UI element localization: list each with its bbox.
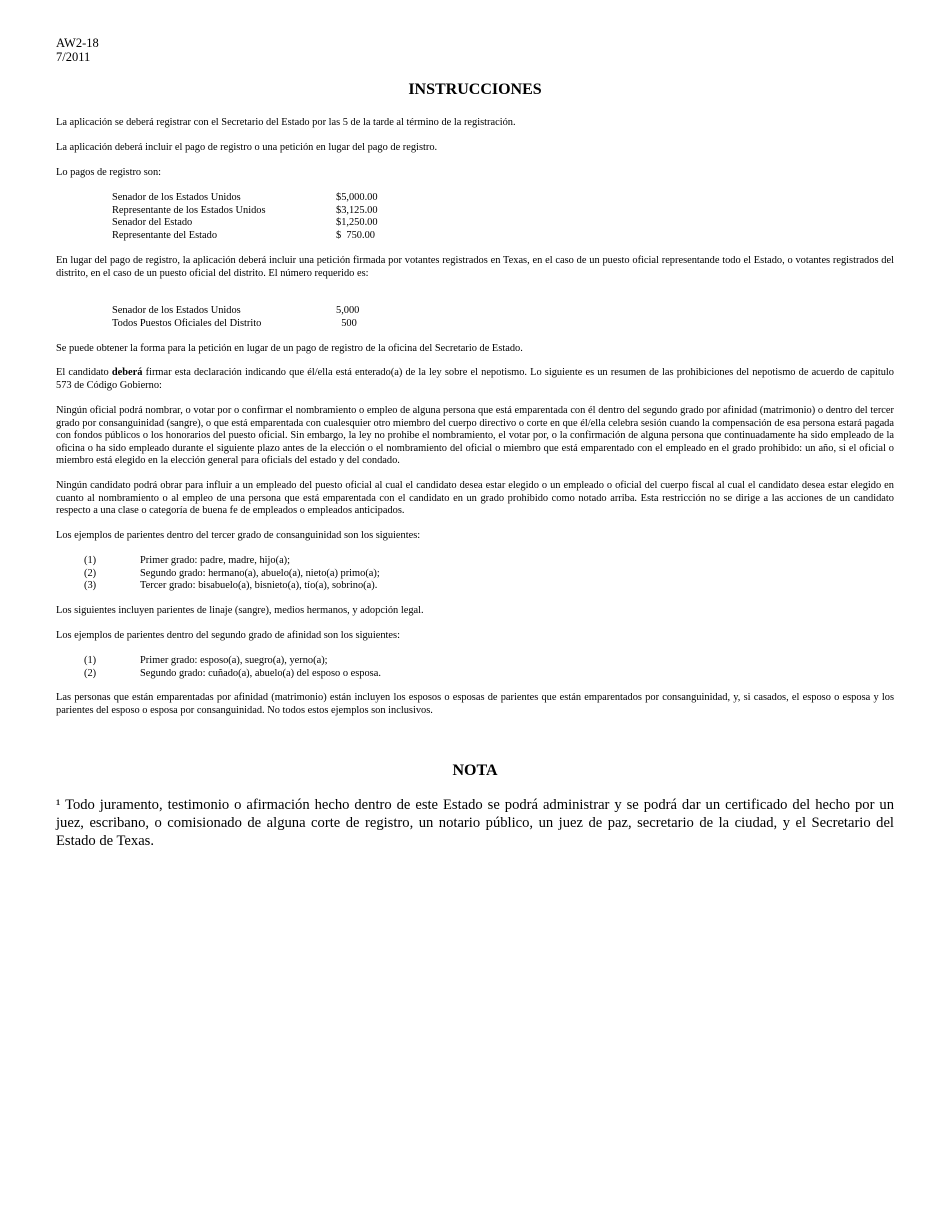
nepotism-emphasis: deberá xyxy=(111,367,143,378)
signature-count: 500 xyxy=(336,317,357,329)
fee-office: Senador de los Estados Unidos xyxy=(112,192,241,203)
nota-heading: NOTA xyxy=(452,762,498,779)
list-item xyxy=(84,655,381,668)
fee-row xyxy=(112,217,378,230)
signature-requirement-table xyxy=(112,305,359,330)
list-item xyxy=(84,668,381,681)
signature-row xyxy=(112,318,359,331)
fee-amount: $ 750.00 xyxy=(336,229,375,241)
signature-count: 5,000 xyxy=(336,305,360,316)
signature-row xyxy=(112,305,359,318)
list-item-number: (2) xyxy=(84,667,97,679)
nepotism-text-start: El candidato xyxy=(56,367,112,378)
fee-amount: $5,000.00 xyxy=(336,192,378,203)
form-identifier xyxy=(56,37,99,64)
form-number: AW2-18 xyxy=(56,36,99,50)
nepotism-text-end: firmar esta declaración indicando que él/ella está enterado(a) de la ley sobre el nepotismo. Lo siguiente es un resumen de las prohibiciones del nepotismo de acuerdo de capitulo 573 de Código Gobierno: xyxy=(56,367,894,391)
fee-amount: $3,125.00 xyxy=(336,204,378,216)
fees-intro-paragraph: Lo pagos de registro son: xyxy=(56,167,162,178)
list-item-number: (1) xyxy=(84,655,97,666)
fee-row xyxy=(112,192,378,205)
signature-office: Senador de los Estados Unidos xyxy=(112,305,241,316)
affinity-note-paragraph: Las personas que están emparentadas por afinidad (matrimonio) están incluyen los esposos o esposas de parientes que están emparentados por consanguinidad, y, si casados, el esposo o esposa y los parientes del esposo o esposa por consanguinidad. No todos estos ejemplos son inclusivos. xyxy=(56,692,894,716)
official-rule-paragraph: Ningún oficial podrá nombrar, o votar por o confirmar el nombramiento o empleo de alguna persona que está emparentada con él dentro del segundo grado por afinidad (matrimonio) o dentro del tercer grado por consanguinidad (sangre), o que está emparentada con cualesquier otro miembro del cuerpo directivo o corte en que él/ella celebra sesión cuando la compensación de esa persona estará pagada con fondos públicos o los honorarios del puesto oficial. Sin embargo, la ley no prohibe el nombramiento, el votar por, o la confirmación de alguna persona que continuadamente ha sido empleado de la oficina o ha sido empleado durante el siguiente plazo antes de la elección o el nombramiento del oficial o miembro que está emparentado con el empleado en el grado prohibido: un año, si el oficial o miembro está elegido en la elección general para oficials del estado y del condado. xyxy=(56,405,894,467)
list-item-text: Primer grado: padre, madre, hijo(a); xyxy=(140,555,291,566)
petition-form-paragraph: Se puede obtener la forma para la petición en lugar de un pago de registro de la oficina del Secretario de Estado. xyxy=(56,343,523,354)
fee-table xyxy=(112,192,378,242)
fee-office: Representante de los Estados Unidos xyxy=(112,204,266,216)
list-item-text: Tercer grado: bisabuelo(a), bisnieto(a), tío(a), sobrino(a). xyxy=(140,580,378,592)
fee-amount: $1,250.00 xyxy=(336,217,378,229)
fee-row xyxy=(112,205,378,218)
filing-deadline-paragraph: La aplicación se deberá registrar con el Secretario del Estado por las 5 de la tarde al término de la registración. xyxy=(56,117,516,128)
fee-row xyxy=(112,230,378,243)
consanguinity-list xyxy=(84,555,380,593)
fee-office: Senador del Estado xyxy=(112,217,193,229)
affinity-list xyxy=(84,655,381,680)
list-item-text: Primer grado: esposo(a), suegro(a), yerno(a); xyxy=(140,655,328,666)
petition-info-paragraph: En lugar del pago de registro, la aplicación deberá incluir una petición firmada por votantes registrados en Texas, en el caso de un puesto oficial representande todo el Estado, o votantes registrados del distrito, en el caso de un puesto oficial del distrito. El número requerido es: xyxy=(56,255,894,279)
list-item-number: (1) xyxy=(84,555,97,566)
lineage-note-paragraph: Los siguientes incluyen parientes de linaje (sangre), medios hermanos, y adopción legal. xyxy=(56,605,424,616)
form-date: 7/2011 xyxy=(56,49,91,64)
page-title: INSTRUCCIONES xyxy=(408,81,542,98)
consanguinity-intro-paragraph: Los ejemplos de parientes dentro del tercer grado de consanguinidad son los siguientes: xyxy=(56,530,421,541)
fee-or-petition-paragraph: La aplicación deberá incluir el pago de registro o una petición en lugar del pago de registro. xyxy=(56,142,438,153)
candidate-rule-paragraph: Ningún candidato podrá obrar para influir a un empleado del puesto oficial al cual el candidato desea estar elegido o un empleado o oficial del cuerpo fiscal al cual el candidato desea estar elegido en cuanto al nombramiento o al empleo de una persona que está emparentada con el candidato en un grado prohibido como notado arriba. Esta restricción no se dirige a las acciones de un candidato respecto a una clase o categoría de buena fe de empleados o empleados anticipados. xyxy=(56,480,894,517)
list-item-text: Segundo grado: hermano(a), abuelo(a), nieto(a) primo(a); xyxy=(140,567,380,579)
signature-office: Todos Puestos Oficiales del Distrito xyxy=(112,317,262,329)
list-item-number: (2) xyxy=(84,567,97,579)
nota-footnote: ¹ Todo juramento, testimonio o afirmación hecho dentro de este Estado se podrá administrar y se podrá dar un certificado del hecho por un juez, escribano, o comisionado de alguna corte de registro, un notario público, un juez de paz, secretario de la ciudad, y el Secretario del Estado de Texas. xyxy=(56,797,894,849)
list-item-number: (3) xyxy=(84,580,97,592)
fee-office: Representante del Estado xyxy=(112,229,218,241)
list-item-text: Segundo grado: cuñado(a), abuelo(a) del esposo o esposa. xyxy=(140,667,381,679)
list-item xyxy=(84,568,380,581)
nepotism-paragraph xyxy=(56,367,894,392)
affinity-intro-paragraph: Los ejemplos de parientes dentro del segundo grado de afinidad son los siguientes: xyxy=(56,630,400,641)
list-item xyxy=(84,555,380,568)
list-item xyxy=(84,580,380,593)
